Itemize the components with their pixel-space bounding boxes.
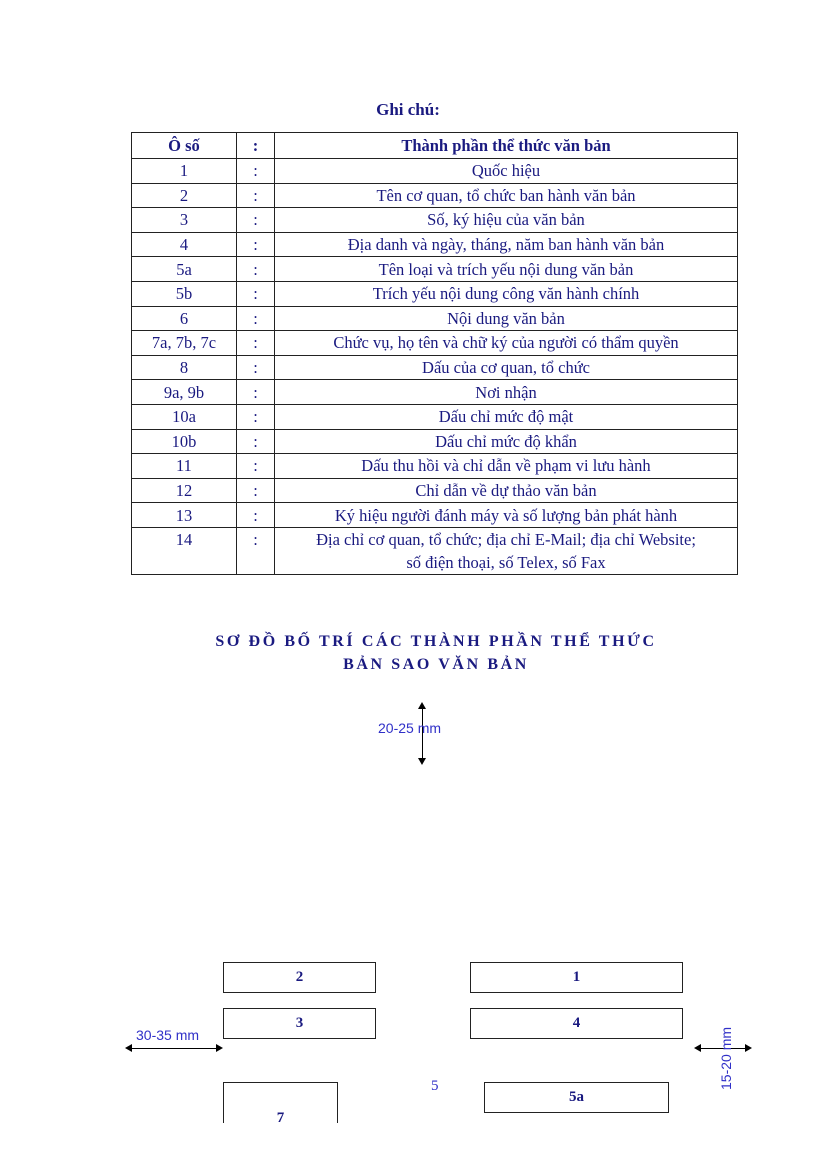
top-margin-arrow-up-icon bbox=[418, 702, 426, 709]
row-number: 14 bbox=[132, 527, 237, 574]
diagram-box-5a: 5a bbox=[484, 1082, 669, 1113]
header-box-number: Ô số bbox=[132, 133, 237, 159]
table-row bbox=[132, 454, 738, 479]
row-number: 13 bbox=[132, 503, 237, 528]
right-margin-arrow-right-icon bbox=[745, 1044, 752, 1052]
right-margin-arrow-left-icon bbox=[694, 1044, 701, 1052]
table-row bbox=[132, 380, 738, 405]
row-description: Dấu của cơ quan, tổ chức bbox=[275, 355, 738, 380]
row-number: 6 bbox=[132, 306, 237, 331]
row-separator: : bbox=[237, 404, 275, 429]
left-margin-label: 30-35 mm bbox=[136, 1027, 200, 1043]
table-row bbox=[132, 257, 738, 282]
table-row bbox=[132, 281, 738, 306]
top-margin-label: 20-25 mm bbox=[378, 720, 442, 736]
table-row bbox=[132, 527, 738, 574]
row-number: 3 bbox=[132, 208, 237, 233]
legend-table bbox=[131, 132, 738, 575]
row-number: 12 bbox=[132, 478, 237, 503]
row-number: 11 bbox=[132, 454, 237, 479]
row-separator: : bbox=[237, 331, 275, 356]
row-separator: : bbox=[237, 380, 275, 405]
row-description: Trích yếu nội dung công văn hành chính bbox=[275, 281, 738, 306]
row-description: Nội dung văn bản bbox=[275, 306, 738, 331]
table-row bbox=[132, 159, 738, 184]
top-margin-arrow-down-icon bbox=[418, 758, 426, 765]
row-description bbox=[275, 527, 738, 574]
row-number: 5b bbox=[132, 281, 237, 306]
row-description: Dấu thu hồi và chỉ dẫn về phạm vi lưu hành bbox=[275, 454, 738, 479]
row-description: Tên cơ quan, tổ chức ban hành văn bản bbox=[275, 183, 738, 208]
row-description: Dấu chỉ mức độ mật bbox=[275, 404, 738, 429]
table-row bbox=[132, 429, 738, 454]
diagram-box-3: 3 bbox=[223, 1008, 376, 1039]
row-description: Ký hiệu người đánh máy và số lượng bản phát hành bbox=[275, 503, 738, 528]
row-separator: : bbox=[237, 257, 275, 282]
right-margin-label: 15-20 mm bbox=[718, 1026, 734, 1090]
row-description: Quốc hiệu bbox=[275, 159, 738, 184]
row-separator: : bbox=[237, 183, 275, 208]
table-row bbox=[132, 331, 738, 356]
row-separator: : bbox=[237, 503, 275, 528]
table-row bbox=[132, 183, 738, 208]
diagram-box-4: 4 bbox=[470, 1008, 683, 1039]
table-row bbox=[132, 355, 738, 380]
row-description: Chức vụ, họ tên và chữ ký của người có thẩm quyền bbox=[275, 331, 738, 356]
row-separator: : bbox=[237, 429, 275, 454]
row-number: 8 bbox=[132, 355, 237, 380]
diagram-box-7: 7 bbox=[223, 1082, 338, 1123]
row-number: 9a, 9b bbox=[132, 380, 237, 405]
row-separator: : bbox=[237, 208, 275, 233]
row-separator: : bbox=[237, 159, 275, 184]
row-description: Nơi nhận bbox=[275, 380, 738, 405]
left-margin-arrow-line bbox=[131, 1048, 217, 1049]
row-description: Chỉ dẫn về dự thảo văn bản bbox=[275, 478, 738, 503]
row-description: Địa danh và ngày, tháng, năm ban hành văn bản bbox=[275, 232, 738, 257]
row-separator: : bbox=[237, 454, 275, 479]
note-title: Ghi chú: bbox=[376, 100, 440, 119]
table-header-row bbox=[132, 133, 738, 159]
row-number: 5a bbox=[132, 257, 237, 282]
row-description-line: Địa chỉ cơ quan, tổ chức; địa chỉ E-Mail; địa chỉ Website; bbox=[316, 529, 696, 549]
table-row bbox=[132, 404, 738, 429]
row-description: Số, ký hiệu của văn bản bbox=[275, 208, 738, 233]
diagram-box-2: 2 bbox=[223, 962, 376, 993]
diagram-box-1: 1 bbox=[470, 962, 683, 993]
row-number: 4 bbox=[132, 232, 237, 257]
row-separator: : bbox=[237, 478, 275, 503]
diagram-label-5: 5 bbox=[431, 1078, 439, 1094]
row-number: 2 bbox=[132, 183, 237, 208]
row-separator: : bbox=[237, 527, 275, 574]
header-component: Thành phần thể thức văn bản bbox=[275, 133, 738, 159]
row-separator: : bbox=[237, 281, 275, 306]
row-separator: : bbox=[237, 355, 275, 380]
header-separator: : bbox=[237, 133, 275, 159]
row-separator: : bbox=[237, 232, 275, 257]
table-row bbox=[132, 306, 738, 331]
row-separator: : bbox=[237, 306, 275, 331]
left-margin-arrow-left-icon bbox=[125, 1044, 132, 1052]
row-description: Tên loại và trích yếu nội dung văn bản bbox=[275, 257, 738, 282]
table-row bbox=[132, 232, 738, 257]
row-number: 1 bbox=[132, 159, 237, 184]
table-row bbox=[132, 208, 738, 233]
table-row bbox=[132, 503, 738, 528]
row-number: 10b bbox=[132, 429, 237, 454]
table-row bbox=[132, 478, 738, 503]
row-description-line: số điện thoại, số Telex, số Fax bbox=[406, 552, 606, 572]
row-number: 10a bbox=[132, 404, 237, 429]
row-description: Dấu chỉ mức độ khẩn bbox=[275, 429, 738, 454]
left-margin-arrow-right-icon bbox=[216, 1044, 223, 1052]
diagram-title-line-1: SƠ ĐỒ BỐ TRÍ CÁC THÀNH PHẦN THỂ THỨC bbox=[215, 633, 657, 650]
diagram-title-line-2: BẢN SAO VĂN BẢN bbox=[343, 656, 529, 673]
row-number: 7a, 7b, 7c bbox=[132, 331, 237, 356]
